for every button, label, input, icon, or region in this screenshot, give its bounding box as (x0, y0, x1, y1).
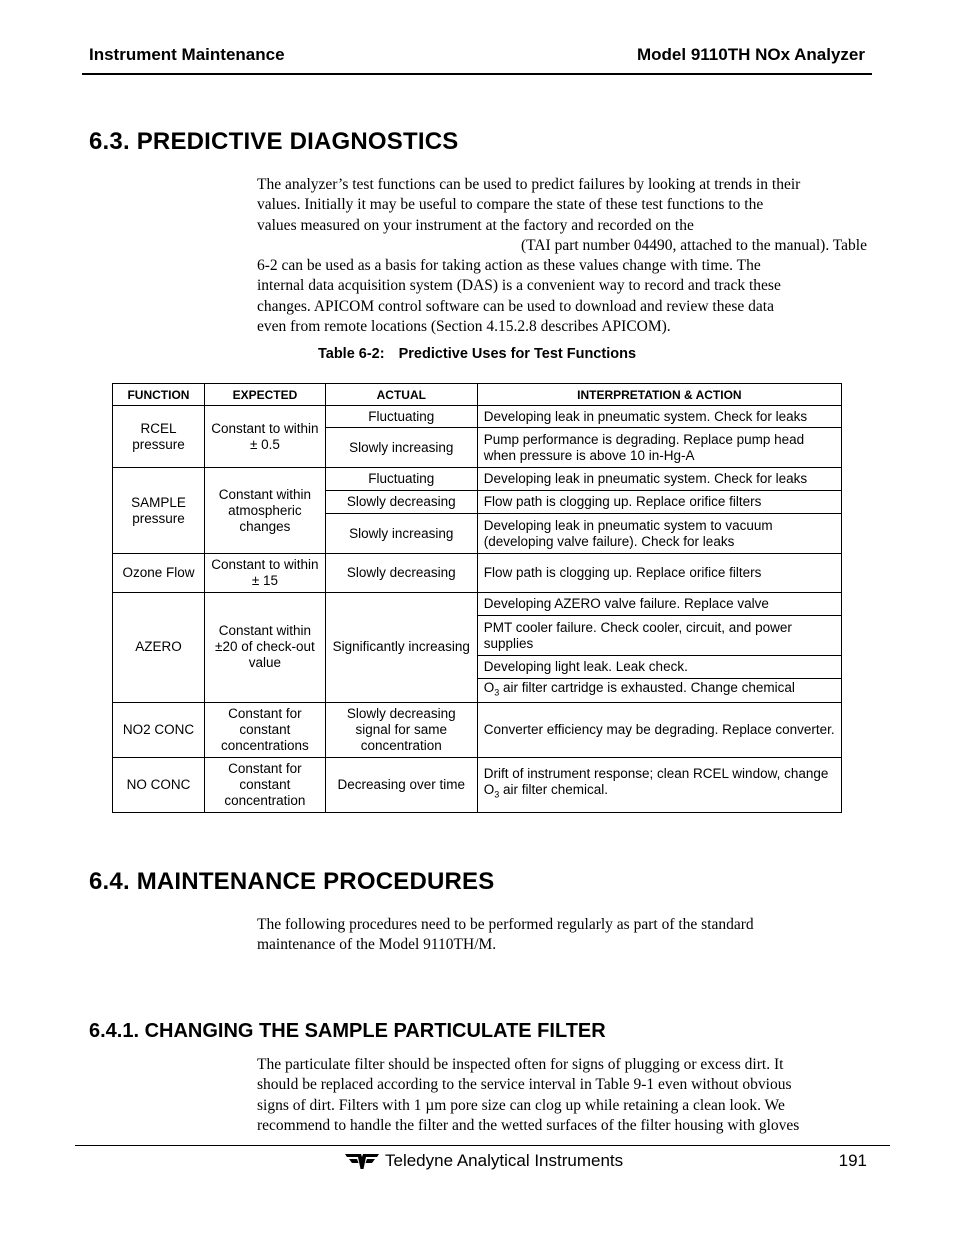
paragraph-line: should be replaced according to the service interval in Table 9-1 even without obvious (257, 1076, 792, 1094)
action-text: air filter cartridge is exhausted. Change chemical (499, 680, 795, 695)
cell-actual: Decreasing over time (325, 757, 477, 812)
cell-action (477, 679, 841, 703)
running-header-model: Model 9110TH NOx Analyzer (636, 45, 865, 64)
table-row (113, 593, 842, 616)
column-header-function: FUNCTION (113, 384, 205, 406)
table-row (113, 757, 842, 812)
cell-function: AZERO (113, 593, 205, 703)
table-row (113, 702, 842, 757)
footer-company: Teledyne Analytical Instruments (385, 1151, 624, 1170)
table-caption (0, 346, 954, 362)
column-header-actual: ACTUAL (325, 384, 477, 406)
cell-expected: Constant for constant concentrations (204, 702, 325, 757)
cell-action: Developing AZERO valve failure. Replace valve (477, 593, 841, 616)
paragraph-line: values. Initially it may be useful to compare the state of these test functions to the (257, 196, 764, 214)
cell-action: Developing leak in pneumatic system. Check for leaks (477, 468, 841, 491)
section-6-4-1-title: 6.4.1. CHANGING THE SAMPLE PARTICULATE FILTER (89, 1020, 606, 1042)
cell-expected: Constant for constant concentration (204, 757, 325, 812)
teledyne-logo-icon (344, 1151, 380, 1171)
paragraph-line: maintenance of the Model 9110TH/M. (257, 936, 497, 954)
section-6-3-paragraph (257, 175, 867, 337)
cell-actual: Slowly increasing (325, 428, 477, 468)
predictive-uses-table (112, 383, 842, 813)
cell-actual: Slowly decreasing (325, 491, 477, 514)
paragraph-line: (TAI part number 04490, attached to the manual). Table (520, 236, 867, 254)
cell-action: PMT cooler failure. Check cooler, circuit, and power supplies (477, 616, 841, 656)
cell-function: NO CONC (113, 757, 205, 812)
paragraph-line: 6-2 can be used as a basis for taking action as these values change with time. The (257, 257, 761, 275)
section-6-4-title: 6.4. MAINTENANCE PROCEDURES (89, 868, 495, 895)
cell-action (477, 757, 841, 812)
cell-action: Developing leak in pneumatic system to vacuum (developing valve failure). Check for leaks (477, 514, 841, 554)
table-row (113, 406, 842, 428)
cell-action: Flow path is clogging up. Replace orifice filters (477, 491, 841, 514)
paragraph-line: The analyzer’s test functions can be used to predict failures by looking at trends in their (257, 176, 801, 193)
table-header-row (113, 384, 842, 406)
ozone-subscript: 3 (494, 790, 500, 801)
cell-actual: Slowly decreasing (325, 554, 477, 593)
cell-function: NO2 CONC (113, 702, 205, 757)
column-header-interpretation: INTERPRETATION & ACTION (477, 384, 841, 406)
page-number: 191 (838, 1151, 867, 1170)
cell-expected: Constant within atmospheric changes (204, 468, 325, 554)
column-header-expected: EXPECTED (204, 384, 325, 406)
cell-function: Ozone Flow (113, 554, 205, 593)
section-6-4-1-paragraph (257, 1055, 867, 1136)
table-caption-title: Predictive Uses for Test Functions (398, 346, 637, 362)
cell-function: RCEL pressure (113, 406, 205, 468)
table-caption-label: Table 6-2: (317, 346, 385, 362)
cell-action: Pump performance is degrading. Replace pump head when pressure is above 10 in-Hg-A (477, 428, 841, 468)
cell-expected: Constant within ±20 of check-out value (204, 593, 325, 703)
action-text: Drift of instrument response; clean RCEL window, change O (483, 766, 829, 798)
paragraph-line: even from remote locations (Section 4.15.2.8 describes APICOM). (257, 318, 671, 336)
action-text: air filter chemical. (499, 782, 609, 798)
cell-actual: Slowly decreasing signal for same concentration (325, 702, 477, 757)
section-6-3-title: 6.3. PREDICTIVE DIAGNOSTICS (89, 128, 459, 155)
ozone-symbol: O (483, 680, 495, 695)
ozone-subscript: 3 (494, 687, 500, 698)
paragraph-line: values measured on your instrument at the factory and recorded on the (257, 216, 694, 234)
paragraph-line: The particulate filter should be inspected often for signs of plugging or excess dirt. It (257, 1056, 784, 1073)
cell-function: SAMPLE pressure (113, 468, 205, 554)
cell-action: Developing leak in pneumatic system. Check for leaks (477, 406, 841, 428)
cell-action: Flow path is clogging up. Replace orifice filters (477, 554, 841, 593)
paragraph-line: changes. APICOM control software can be used to download and review these data (257, 297, 774, 315)
cell-expected: Constant to within ± 0.5 (204, 406, 325, 468)
section-6-4-paragraph (257, 915, 867, 956)
cell-actual: Significantly increasing (325, 593, 477, 703)
paragraph-line: The following procedures need to be performed regularly as part of the standard (257, 916, 754, 933)
footer-rule (75, 1145, 890, 1146)
header-rule (82, 73, 872, 75)
cell-action: Converter efficiency may be degrading. Replace converter. (477, 702, 841, 757)
cell-actual: Slowly increasing (325, 514, 477, 554)
paragraph-line: recommend to handle the filter and the wetted surfaces of the filter housing with gloves (257, 1116, 800, 1134)
running-header-section: Instrument Maintenance (89, 45, 285, 64)
paragraph-line: internal data acquisition system (DAS) is a convenient way to record and track these (257, 277, 781, 295)
cell-actual: Fluctuating (325, 406, 477, 428)
cell-action: Developing light leak. Leak check. (477, 656, 841, 679)
cell-actual: Fluctuating (325, 468, 477, 491)
cell-expected: Constant to within ± 15 (204, 554, 325, 593)
table-row (113, 554, 842, 593)
paragraph-line: signs of dirt. Filters with 1 µm pore size can clog up while retaining a clean look. We (257, 1096, 785, 1114)
table-row (113, 468, 842, 491)
